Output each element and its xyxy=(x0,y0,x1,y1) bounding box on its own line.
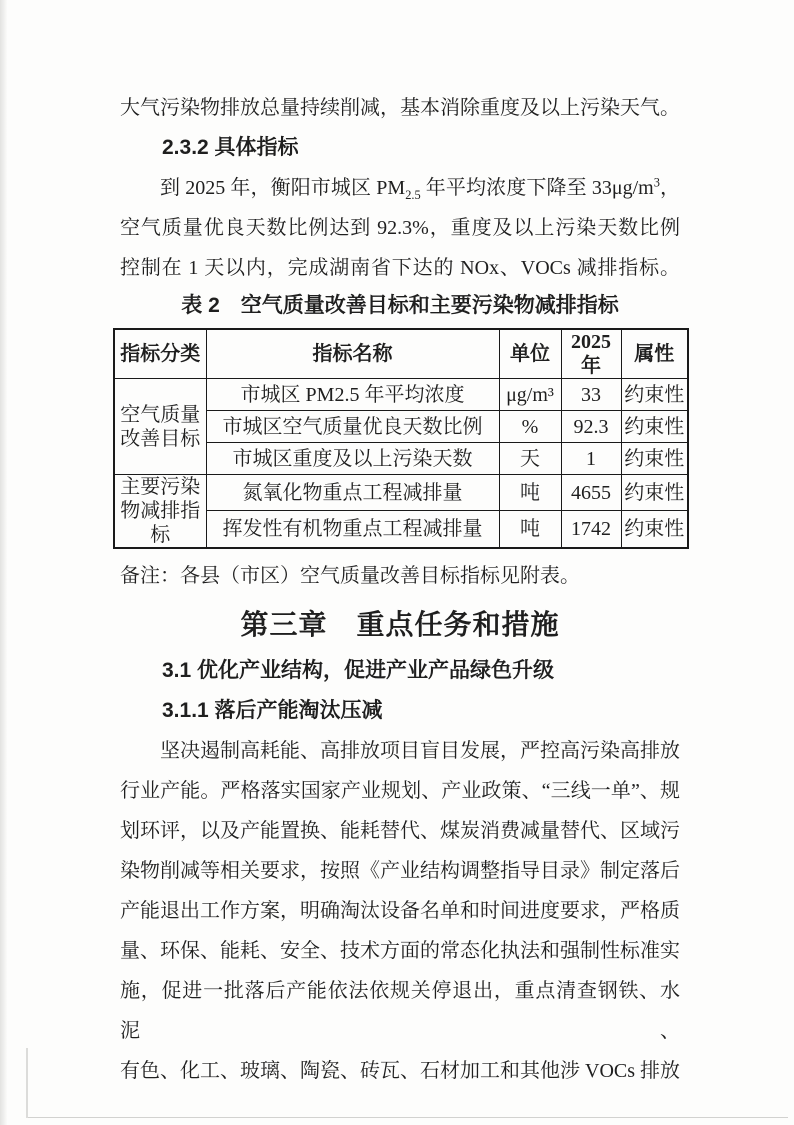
attribute-cell: 约束性 xyxy=(621,511,688,548)
paragraph-line: 到 2025 年，衡阳市城区 $PM_{2.5}$ 年平均浓度下降至 $33\mu g/m^3$， xyxy=(160,175,681,202)
column-header-unit: 单位 xyxy=(499,329,561,379)
attribute-cell: 约束性 xyxy=(621,475,688,511)
category-cell-air-quality: 空气质量改善目标 xyxy=(114,379,206,475)
paragraph-line: 量、环保、能耗、安全、技术方面的常态化执法和强制性标准实 xyxy=(120,940,680,962)
indicator-name-cell: 市城区重度及以上污染天数 xyxy=(206,443,499,475)
section-heading-3-1: 3.1 优化产业结构，促进产业产品绿色升级 xyxy=(162,659,555,682)
table-caption: 表 2 空气质量改善目标和主要污染物减排指标 xyxy=(181,294,619,317)
column-header-name: 指标名称 xyxy=(206,329,499,379)
paragraph-line: 产能退出工作方案，明确淘汰设备名单和时间进度要求，严格质 xyxy=(120,900,680,922)
paragraph-line: 控制在 1 天以内，完成湖南省下达的 NOx、VOCs 减排指标。 xyxy=(120,257,680,279)
paragraph-line: 行业产能。严格落实国家产业规划、产业政策、“三线一单”、规 xyxy=(120,780,680,802)
table-row xyxy=(114,475,688,511)
value-cell: 92.3 xyxy=(561,411,621,443)
page-content xyxy=(120,88,685,1091)
attribute-cell: 约束性 xyxy=(621,411,688,443)
paragraph-line: 坚决遏制高耗能、高排放项目盲目发展，严控高污染高排放 xyxy=(160,740,680,762)
section-heading-3-1-1: 3.1.1 落后产能淘汰压减 xyxy=(162,699,383,722)
unit-cell: % xyxy=(499,411,561,443)
column-header-category: 指标分类 xyxy=(114,329,206,379)
table-row xyxy=(114,379,688,411)
indicator-name-cell: 市城区 PM2.5 年平均浓度 xyxy=(206,379,499,411)
table-header-row xyxy=(114,329,688,379)
unit-cell: μg/m³ xyxy=(499,379,561,411)
chapter-heading-3: 第三章 重点任务和措施 xyxy=(240,609,560,640)
attribute-cell: 约束性 xyxy=(621,379,688,411)
scan-edge-corner xyxy=(26,1048,28,1118)
value-cell: 4655 xyxy=(561,475,621,511)
column-header-2025: 2025 年 xyxy=(561,329,621,379)
value-cell: 1 xyxy=(561,443,621,475)
unit-cell: 吨 xyxy=(499,511,561,548)
indicator-name-cell: 挥发性有机物重点工程减排量 xyxy=(206,511,499,548)
paragraph-line: 施，促进一批落后产能依法依规关停退出，重点清查钢铁、水泥、 xyxy=(120,980,680,1042)
indicator-table xyxy=(113,328,689,549)
unit-cell: 天 xyxy=(499,443,561,475)
scan-edge-bottom xyxy=(28,1117,788,1119)
value-cell: 1742 xyxy=(561,511,621,548)
category-cell-pollutant-reduction: 主要污染物减排指标 xyxy=(114,475,206,549)
table-footnote: 备注：各县（市区）空气质量改善目标指标见附表。 xyxy=(120,565,580,587)
paragraph-line: 有色、化工、玻璃、陶瓷、砖瓦、石材加工和其他涉 VOCs 排放 xyxy=(120,1060,681,1082)
paragraph-line: 染物削减等相关要求，按照《产业结构调整指导目录》制定落后 xyxy=(120,860,680,882)
unit-cell: 吨 xyxy=(499,475,561,511)
indicator-name-cell: 氮氧化物重点工程减排量 xyxy=(206,475,499,511)
section-heading-2-3-2: 2.3.2 具体指标 xyxy=(162,136,299,159)
indicator-name-cell: 市城区空气质量优良天数比例 xyxy=(206,411,499,443)
attribute-cell: 约束性 xyxy=(621,443,688,475)
value-cell: 33 xyxy=(561,379,621,411)
paragraph-continuation-line: 大气污染物排放总量持续削减，基本消除重度及以上污染天气。 xyxy=(120,97,680,119)
column-header-attribute: 属性 xyxy=(621,329,688,379)
paragraph-line: 划环评，以及产能置换、能耗替代、煤炭消费减量替代、区域污 xyxy=(120,820,680,842)
paragraph-line: 空气质量优良天数比例达到 92.3%，重度及以上污染天数比例 xyxy=(120,217,680,239)
scan-edge-left xyxy=(0,0,7,1125)
